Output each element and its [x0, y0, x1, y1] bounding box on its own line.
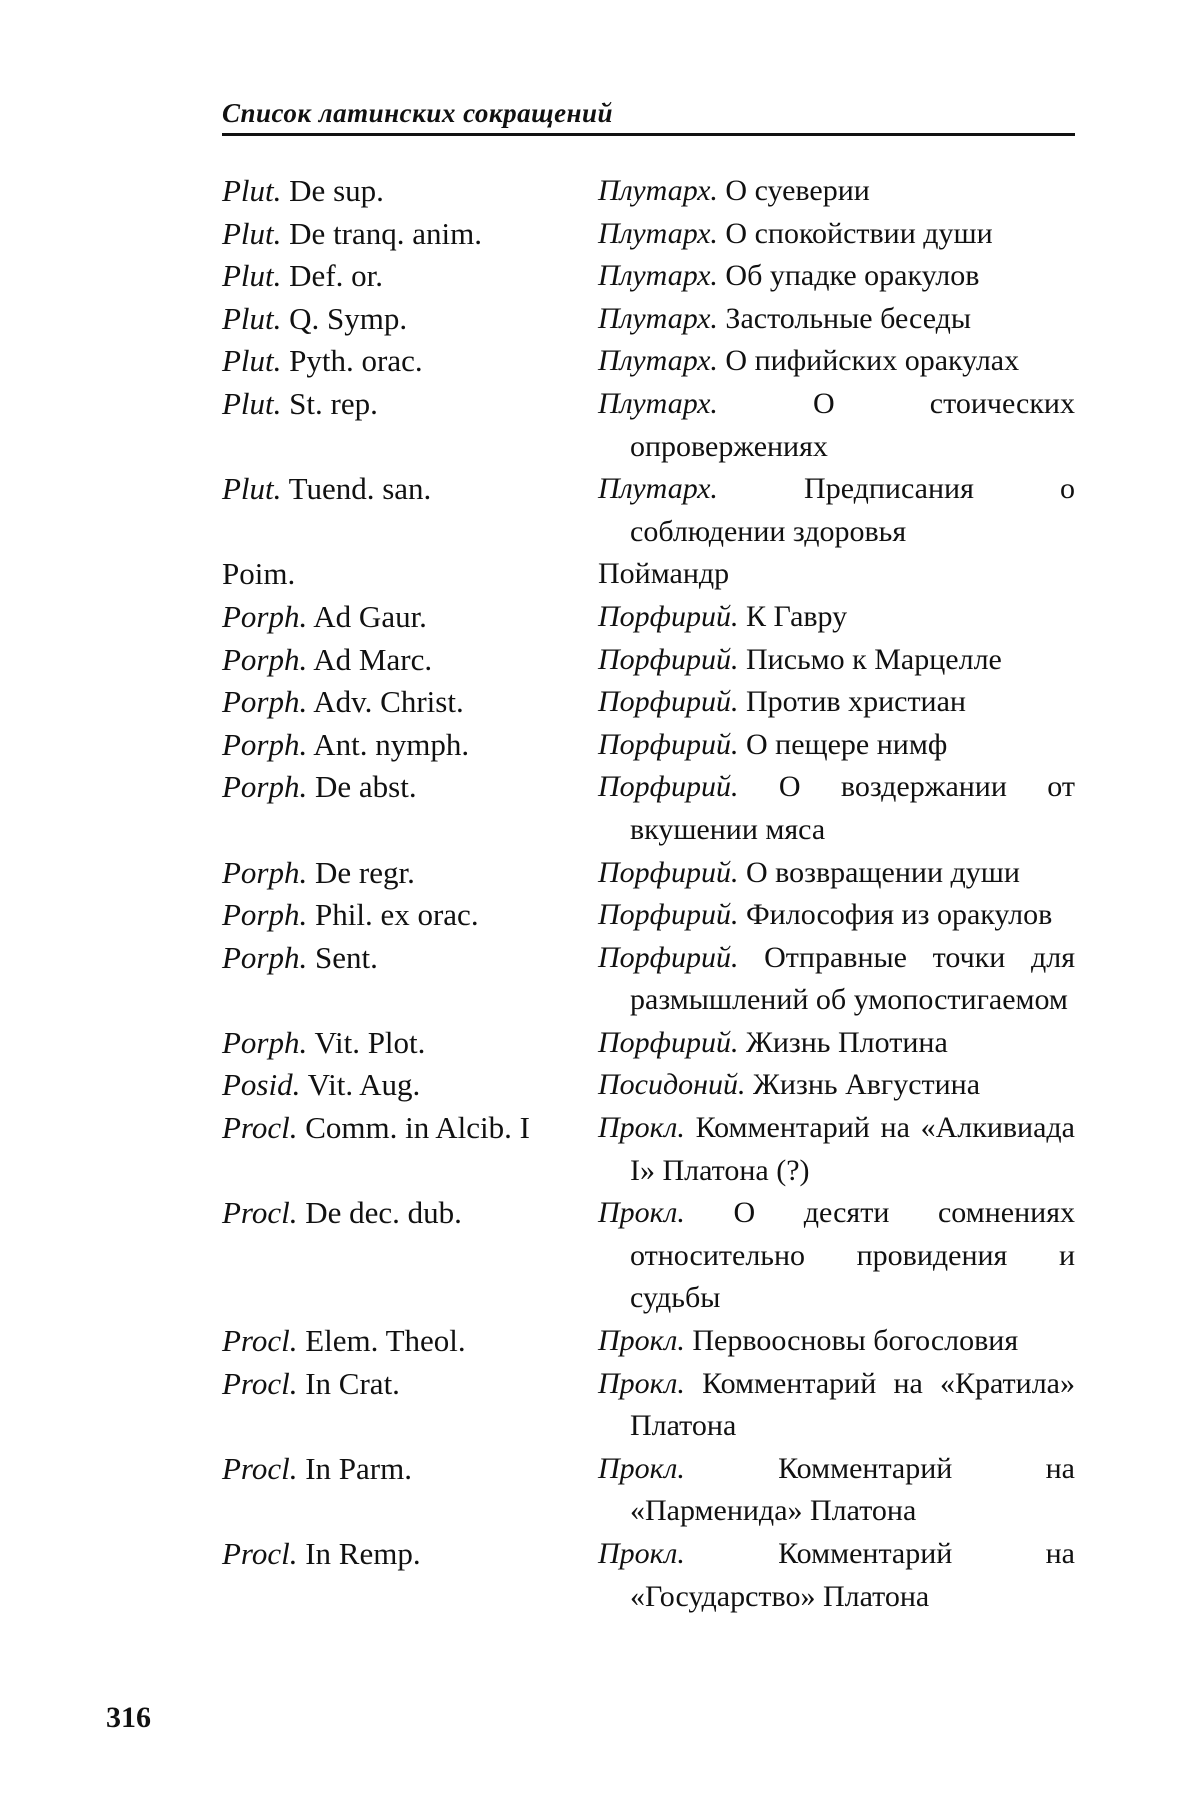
latin-author: Porph.: [222, 684, 308, 720]
abbreviation-entry: [222, 1533, 1075, 1618]
abbreviation-entry: [222, 596, 1075, 639]
latin-author: Porph.: [222, 1024, 308, 1060]
abbreviation-entry: [222, 1107, 1075, 1192]
russian-author: Прокл.: [598, 1537, 685, 1570]
russian-author: Порфирий.: [598, 1025, 739, 1059]
russian-expansion: [598, 213, 1075, 256]
russian-expansion: [598, 1363, 1075, 1448]
russian-author: Посидоний.: [598, 1068, 746, 1102]
latin-author: Plut.: [222, 258, 282, 294]
latin-abbreviation: [222, 681, 598, 724]
russian-work: Отправные точки для размышлений об умопостигаемом: [630, 940, 1075, 1017]
latin-author: Porph.: [222, 939, 308, 975]
latin-author: Porph.: [222, 641, 308, 677]
abbreviation-entry: [222, 298, 1075, 341]
russian-author: Плутарх.: [598, 216, 718, 250]
running-head: Список латинских сокращений: [222, 98, 614, 128]
russian-expansion: [598, 639, 1075, 682]
latin-author: Procl.: [222, 1450, 298, 1486]
abbreviation-entry: [222, 468, 1075, 553]
russian-author: Прокл.: [598, 1196, 685, 1230]
latin-abbreviation: [222, 468, 598, 511]
latin-author: Plut.: [222, 215, 282, 251]
latin-abbreviation: [222, 1107, 598, 1150]
russian-author: Порфирий.: [598, 685, 739, 719]
russian-expansion: [598, 1107, 1075, 1192]
abbreviation-entry: [222, 766, 1075, 851]
russian-work: Первоосновы богословия: [684, 1324, 1019, 1358]
latin-work: De sup.: [281, 173, 384, 208]
abbreviation-entry: [222, 1192, 1075, 1320]
latin-abbreviation: [222, 766, 598, 809]
latin-abbreviation: [222, 1064, 598, 1107]
russian-work: Комментарий на «Государство» Платона: [630, 1537, 1075, 1613]
abbreviation-entry: [222, 894, 1075, 937]
latin-abbreviation: [222, 1192, 598, 1235]
latin-abbreviation: [222, 170, 598, 213]
latin-author: Procl.: [222, 1536, 298, 1571]
russian-expansion: [598, 1320, 1075, 1363]
russian-author: Прокл.: [598, 1451, 685, 1485]
latin-abbreviation: [222, 639, 598, 682]
russian-author: Плутарх.: [598, 174, 718, 207]
latin-author: Procl.: [222, 1195, 298, 1231]
russian-author: Порфирий.: [598, 940, 739, 974]
latin-work: Vit. Aug.: [300, 1067, 421, 1103]
page-number: 316: [106, 1701, 151, 1734]
latin-author: Plut.: [222, 300, 282, 336]
russian-author: Плутарх.: [598, 259, 718, 293]
russian-work: Комментарий на «Кратила» Платона: [630, 1366, 1075, 1443]
abbreviation-entry: [222, 1363, 1075, 1448]
russian-expansion: [598, 852, 1075, 895]
latin-work: Ant. nymph.: [307, 726, 470, 762]
russian-work: Письмо к Марцелле: [738, 642, 1002, 676]
latin-abbreviation: [222, 852, 598, 895]
abbreviation-entry: [222, 1320, 1075, 1363]
russian-expansion: [598, 596, 1075, 639]
russian-expansion: [598, 894, 1075, 937]
russian-expansion: [598, 766, 1075, 851]
latin-author: Plut.: [222, 173, 282, 208]
latin-work: Ad Marc.: [307, 641, 433, 677]
russian-expansion: [598, 681, 1075, 724]
latin-work: De dec. dub.: [297, 1195, 462, 1231]
latin-author: Posid.: [222, 1067, 301, 1103]
latin-abbreviation: [222, 340, 598, 383]
russian-expansion: [598, 1022, 1075, 1065]
latin-work: De abst.: [307, 769, 417, 805]
latin-abbreviation: [222, 213, 598, 256]
russian-author: Прокл.: [598, 1324, 685, 1358]
abbreviation-entry: [222, 213, 1075, 256]
russian-work: К Гавру: [738, 599, 848, 633]
latin-abbreviation: [222, 1533, 598, 1576]
abbreviation-entry: [222, 1022, 1075, 1065]
russian-expansion: [598, 298, 1075, 341]
russian-expansion: [598, 468, 1075, 553]
latin-work: De tranq. anim.: [281, 215, 482, 251]
russian-author: Прокл.: [598, 1366, 685, 1400]
latin-abbreviation: [222, 1363, 598, 1406]
russian-expansion: [598, 340, 1075, 383]
latin-author: Plut.: [222, 385, 282, 421]
latin-abbreviation: [222, 1022, 598, 1065]
russian-work: Застольные беседы: [717, 301, 972, 335]
header-rule: [222, 133, 1075, 136]
russian-work: Об упадке оракулов: [717, 259, 980, 293]
russian-author: Порфирий.: [598, 898, 739, 932]
latin-work: Elem. Theol.: [297, 1323, 466, 1359]
abbreviation-entry: [222, 937, 1075, 1022]
abbreviation-entry: [222, 340, 1075, 383]
russian-expansion: [598, 383, 1075, 468]
latin-work: Phil. ex orac.: [307, 897, 479, 933]
russian-expansion: [598, 1192, 1075, 1320]
latin-work: Vit. Plot.: [307, 1024, 426, 1060]
russian-work: О десяти сомнениях относительно провидения и судьбы: [630, 1196, 1075, 1315]
latin-author: Procl.: [222, 1365, 298, 1401]
latin-author: Porph.: [222, 854, 308, 890]
russian-work: Комментарий на «Парменида» Платона: [630, 1451, 1075, 1528]
latin-work: Adv. Christ.: [307, 684, 464, 720]
russian-expansion: [598, 553, 1075, 596]
latin-abbreviation: [222, 553, 598, 596]
latin-work: In Remp.: [297, 1536, 421, 1571]
latin-author: Plut.: [222, 343, 282, 379]
russian-author: Порфирий.: [598, 855, 739, 889]
latin-work: Q. Symp.: [281, 300, 408, 336]
latin-abbreviation: [222, 383, 598, 426]
abbreviation-entry: [222, 852, 1075, 895]
latin-work: Sent.: [307, 939, 378, 975]
latin-work: In Crat.: [297, 1365, 400, 1401]
russian-author: Плутарх.: [598, 344, 718, 378]
latin-abbreviation: [222, 937, 598, 980]
abbreviation-entry: [222, 724, 1075, 767]
russian-author: Порфирий.: [598, 642, 739, 676]
latin-abbreviation: [222, 298, 598, 341]
latin-abbreviation: [222, 1448, 598, 1491]
latin-work: Comm. in Alcib. I: [297, 1110, 530, 1146]
russian-expansion: [598, 724, 1075, 767]
russian-work: О пещере нимф: [738, 727, 948, 761]
russian-author: Прокл.: [598, 1111, 685, 1145]
latin-abbreviation: [222, 596, 598, 639]
russian-work: Жизнь Августина: [745, 1068, 981, 1102]
russian-expansion: [598, 1448, 1075, 1533]
russian-work: О стоических опровержениях: [630, 386, 1075, 463]
abbreviation-entry: [222, 553, 1075, 596]
latin-abbreviation: [222, 255, 598, 298]
russian-author: Порфирий.: [598, 770, 739, 804]
latin-author: Porph.: [222, 598, 308, 634]
latin-work: Poim.: [222, 556, 296, 592]
latin-work: Pyth. orac.: [281, 343, 423, 379]
russian-author: Плутарх.: [598, 301, 718, 335]
russian-expansion: [598, 1064, 1075, 1107]
russian-author: Плутарх.: [598, 386, 718, 420]
latin-author: Porph.: [222, 769, 308, 805]
latin-work: Tuend. san.: [281, 471, 432, 507]
russian-work: Предписания о соблюдении здоровья: [630, 472, 1075, 548]
latin-author: Porph.: [222, 726, 308, 762]
latin-work: In Parm.: [297, 1450, 412, 1486]
russian-work: Философия из оракулов: [738, 898, 1053, 932]
latin-author: Porph.: [222, 897, 308, 933]
abbreviation-entry: [222, 255, 1075, 298]
latin-work: De regr.: [307, 854, 415, 890]
russian-expansion: [598, 937, 1075, 1022]
latin-author: Plut.: [222, 471, 282, 507]
russian-work: Против христиан: [738, 685, 966, 719]
latin-work: Def. or.: [281, 258, 384, 294]
russian-work: О суеверии: [717, 174, 870, 207]
russian-author: Плутарх.: [598, 472, 718, 506]
abbreviation-list: [222, 170, 1075, 1618]
russian-author: Порфирий.: [598, 727, 739, 761]
russian-expansion: [598, 1533, 1075, 1618]
russian-work: Поймандр: [598, 557, 730, 591]
latin-abbreviation: [222, 724, 598, 767]
latin-author: Procl.: [222, 1323, 298, 1359]
russian-expansion: [598, 170, 1075, 213]
abbreviation-entry: [222, 1064, 1075, 1107]
latin-abbreviation: [222, 894, 598, 937]
abbreviation-entry: [222, 170, 1075, 213]
russian-expansion: [598, 255, 1075, 298]
russian-work: Комментарий на «Алкивиада I» Платона (?): [630, 1111, 1075, 1187]
abbreviation-entry: [222, 383, 1075, 468]
abbreviation-entry: [222, 639, 1075, 682]
russian-work: О спокойствии души: [717, 216, 993, 250]
russian-work: О пифийских оракулах: [717, 344, 1020, 378]
abbreviation-entry: [222, 1448, 1075, 1533]
latin-work: St. rep.: [281, 385, 378, 421]
russian-work: О воздержании от вкушении мяса: [630, 770, 1075, 846]
latin-author: Procl.: [222, 1110, 298, 1146]
latin-abbreviation: [222, 1320, 598, 1363]
russian-author: Порфирий.: [598, 599, 739, 633]
russian-work: Жизнь Плотина: [738, 1025, 948, 1059]
abbreviation-entry: [222, 681, 1075, 724]
russian-work: О возвращении души: [738, 855, 1020, 889]
latin-work: Ad Gaur.: [307, 598, 427, 634]
